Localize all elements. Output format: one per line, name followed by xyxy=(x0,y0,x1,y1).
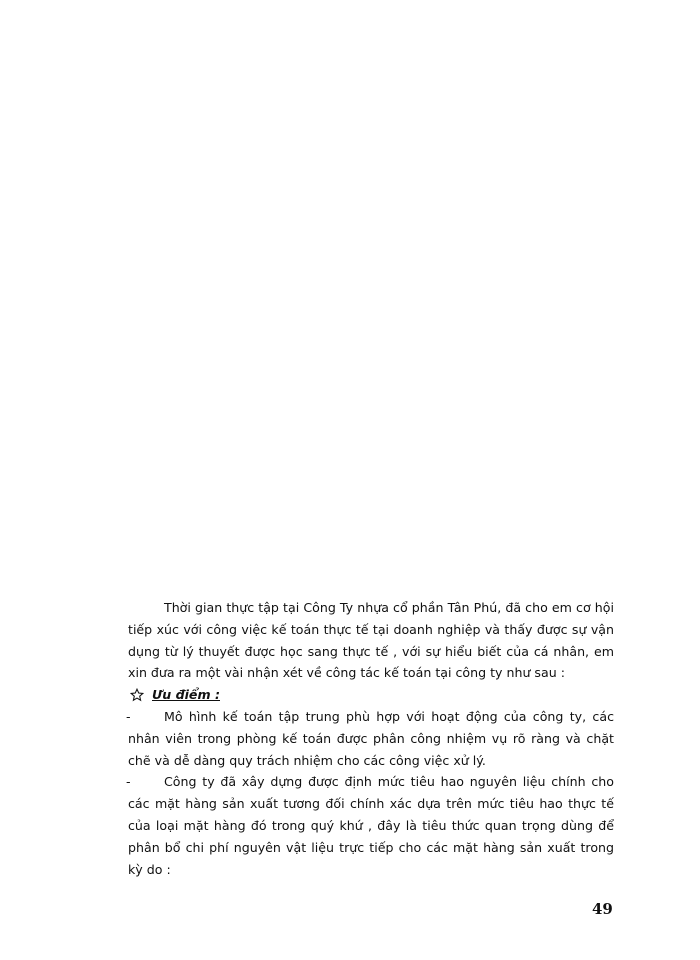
bullet-text: Mô hình kế toán tập trung phù hợp với hoạt động của công ty, các nhân viên trong phòng kế toán được phân công nhiệm vụ rõ ràng và chặt chẽ và dễ dàng quy trách nhiệm cho các công việc xử lý. xyxy=(128,708,614,768)
star-outline-icon xyxy=(130,688,144,702)
intro-paragraph: Thời gian thực tập tại Công Ty nhựa cổ phần Tân Phú, đã cho em cơ hội tiếp xúc với công việc kế toán thực tế tại doanh nghiệp và thấy được sự vận dụng từ lý thuyết được học sang thực tế , với sự hiểu biết của cá nhân, em xin đưa ra một vài nhận xét về công tác kế toán tại công ty như sau : xyxy=(128,600,614,681)
bullet-text: Công ty đã xây dựng được định mức tiêu hao nguyên liệu chính cho các mặt hàng sản xuất tương đối chính xác dựa trên mức tiêu hao thực tế của loại mặt hàng đó trong quý khứ , đây là tiêu thức quan trọng dùng để phân bổ chi phí nguyên vật liệu trực tiếp cho các mặt hàng sản xuất trong kỳ do : xyxy=(128,774,614,877)
bullet-marker: - xyxy=(126,708,131,724)
bullet-marker: - xyxy=(126,774,131,790)
bullet-item xyxy=(128,771,614,880)
bullet-item xyxy=(128,706,614,771)
document-body xyxy=(128,597,614,880)
page-number: 49 xyxy=(592,900,613,918)
section-heading xyxy=(128,684,614,706)
section-heading-text: Ưu điểm : xyxy=(152,687,220,703)
